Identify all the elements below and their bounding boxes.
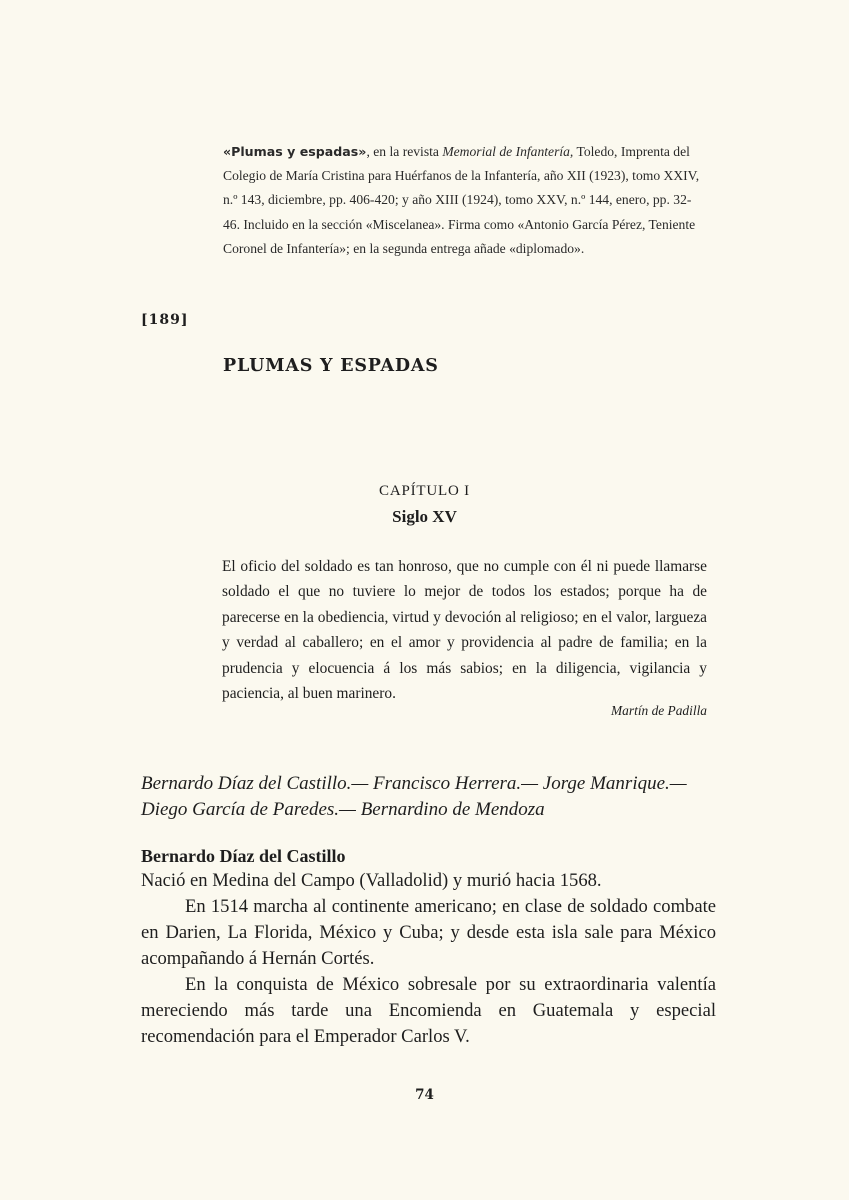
note-text-1: , en la revista [366,144,443,159]
journal-name: Memorial de Infantería, [442,144,574,159]
entry-number: [189] [141,312,189,328]
bibliographic-note [223,140,703,261]
section-heading: Bernardo Díaz del Castillo [141,846,346,866]
chapter-summary: Bernardo Díaz del Castillo.— Francisco Herrera.— Jorge Manrique.— Diego García de Paredes.— Bernardino de Mendoza [141,773,687,820]
epigraph-author: Martín de Padilla [611,703,707,718]
paragraph: En la conquista de México sobresale por su extraordinaria valentía mereciendo más tarde una Encomienda en Guatemala y especial recomendación para el Emperador Carlos V. [141,974,716,1047]
note-text-2: Toledo, Imprenta del Colegio de María Cristina para Huérfanos de la Infantería, año XII (1923), tomo XXIV, n.º 143, diciembre, pp. 406-420; y año XIII (1924), tomo XXV, n.º 144, enero, pp. 32-46. Incluido en la sección «Miscelanea». Firma como «Antonio García Pérez, Teniente Coronel de Infantería»; en la segunda entrega añade «diplomado». [223,144,700,256]
note-title: «Plumas y espadas» [223,144,367,159]
paragraph: En 1514 marcha al continente americano; en clase de soldado combate en Darien, La Florida, México y Cuba; y desde esta isla sale para México acompañando á Hernán Cortés. [141,896,716,969]
section-body [141,868,716,1050]
epigraph-quote: El oficio del soldado es tan honroso, que no cumple con él ni puede llamarse soldado el que no tuviere lo mejor de todos los estados; porque ha de parecerse en la obediencia, virtud y devoción al religioso; en el valor, largueza y verdad al caballero; en el amor y providencia al padre de familia; en la prudencia y elocuencia á los más sabios; en la diligencia, vigilancia y paciencia, al buen marinero. [222,558,707,703]
page-title: PLUMAS Y ESPADAS [223,356,439,376]
page-number: 74 [415,1087,434,1103]
chapter-subtitle: Siglo XV [392,507,457,526]
chapter-label: CAPÍTULO I [379,483,470,499]
paragraph: Nació en Medina del Campo (Valladolid) y murió hacia 1568. [141,870,602,891]
